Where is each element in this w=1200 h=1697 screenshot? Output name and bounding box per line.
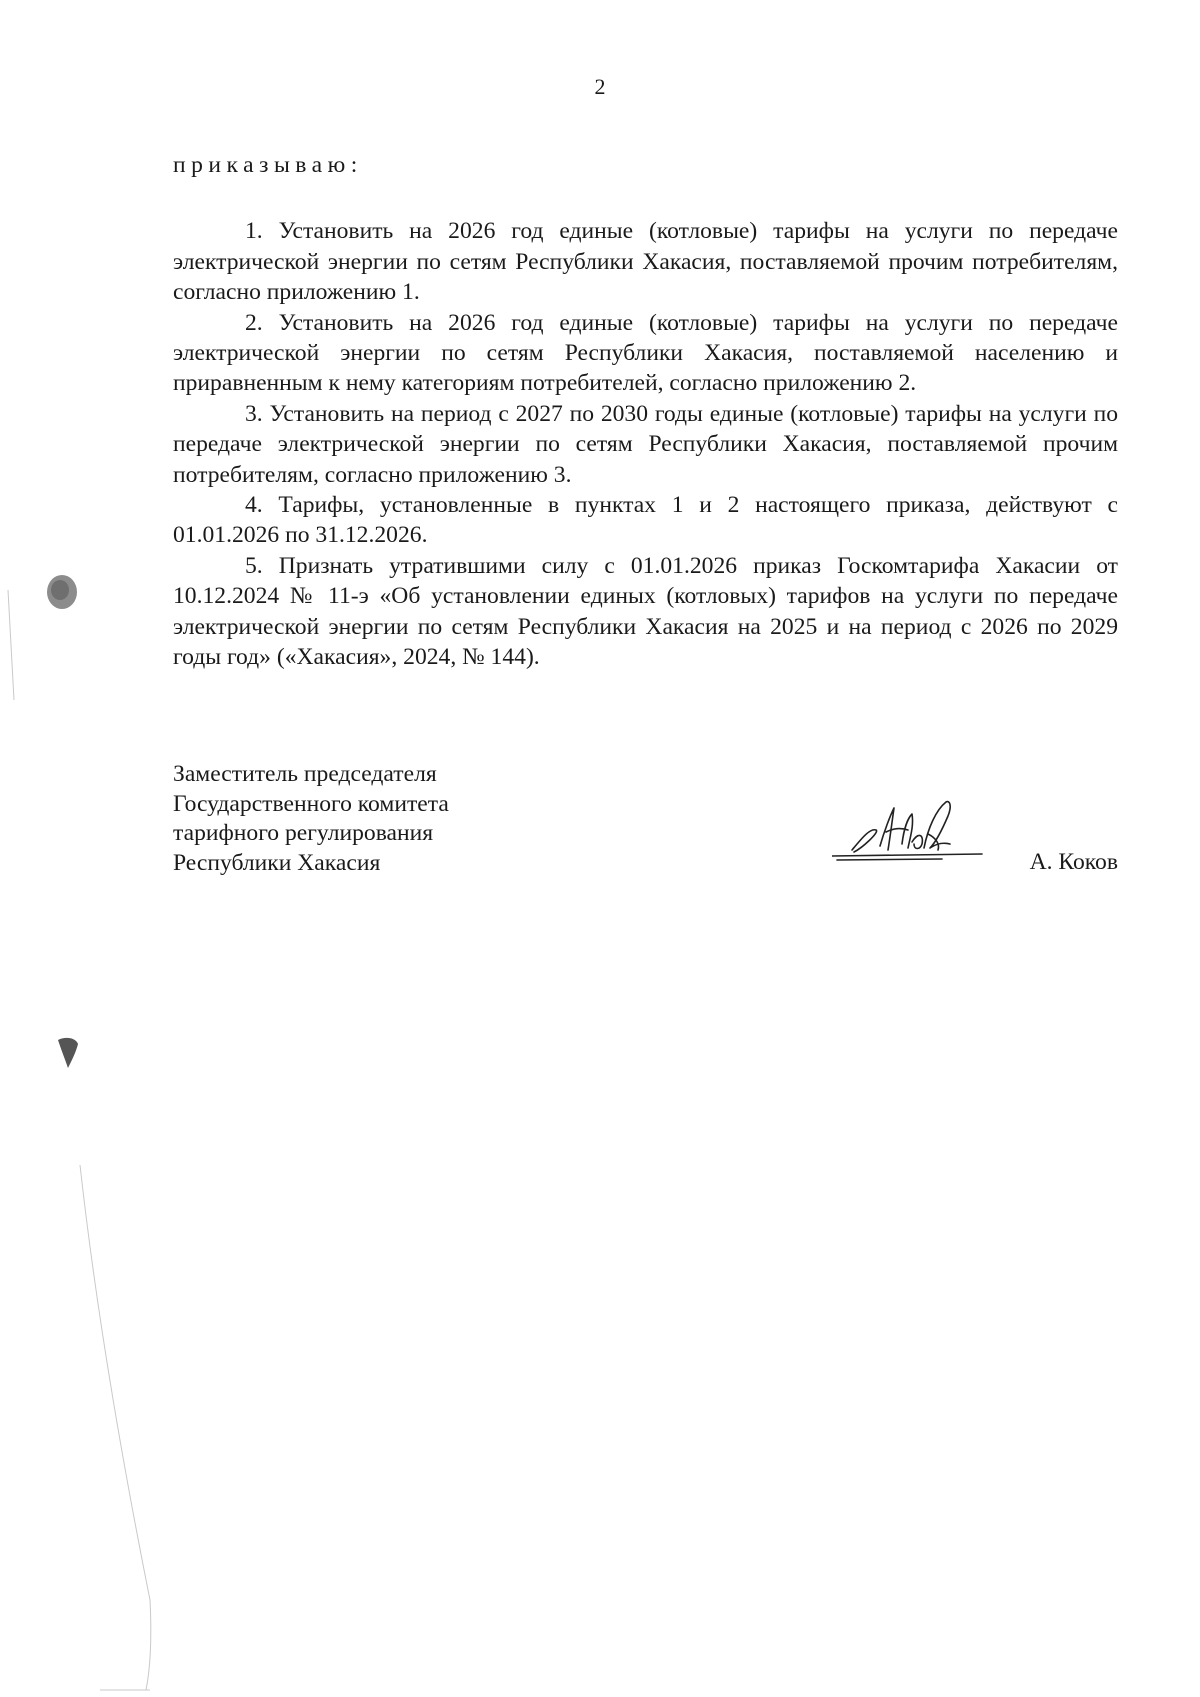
paragraph-1: 1. Установить на 2026 год единые (котловые) тарифы на услуги по передаче электрической энергии по сетям Республики Хакасия, поставляемой прочим потребителям, согласно приложению 1. [173,218,1118,306]
signatory-position [173,760,449,878]
paragraph-4: 4. Тарифы, установленные в пунктах 1 и 2 настоящего приказа, действуют с 01.01.2026 по 31.12.2026. [173,492,1118,549]
paragraph-5: 5. Признать утратившими силу с 01.01.2026 приказ Госкомтарифа Хакасии от 10.12.2024 № 11-э «Об установлении единых (котловых) тарифов на услуги по передаче электрической энергии по сетям Республики Хакасия на 2025 и на период с 2026 по 2029 годы год» («Хакасия», 2024, № 144). [173,552,1118,671]
signatory-position-line: Государственного комитета [173,790,449,817]
paragraph-2: 2. Установить на 2026 год единые (котловые) тарифы на услуги по передаче электрической энергии по сетям Республики Хакасия, поставляемой населению и приравненным к нему категориям потребителей, согласно приложению 2. [173,309,1118,397]
signer-name: А. Коков [1029,849,1118,875]
document-body [173,150,1118,673]
scan-edge-shadow [0,0,170,1697]
signatory-position-line: тарифного регулирования [173,820,434,846]
paragraph-3: 3. Установить на период с 2027 по 2030 годы единые (котловые) тарифы на услуги по передаче электрической энергии по сетям Республики Хакасия, поставляемой прочим потребителям, согласно приложению 3. [173,400,1118,488]
handwritten-signature [832,798,992,868]
signatory-position-line: Республики Хакасия [173,849,381,876]
signatory-position-line: Заместитель председателя [173,761,437,787]
order-word: приказываю: [173,152,363,178]
page-number: 2 [594,74,606,99]
